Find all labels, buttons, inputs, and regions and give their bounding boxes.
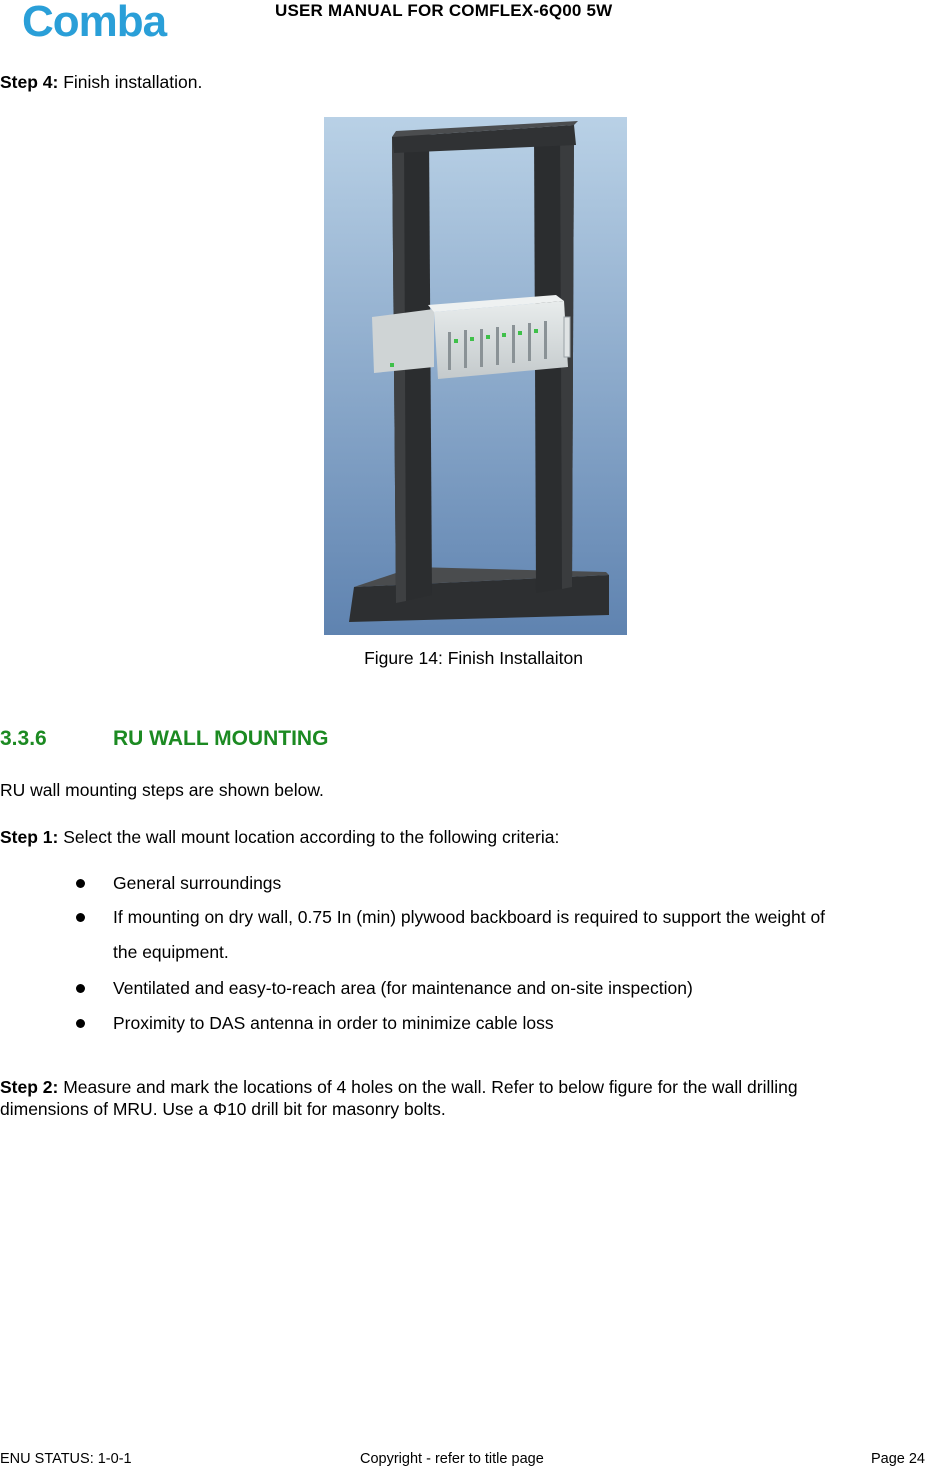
list-item-text: General surroundings [113,873,282,893]
page-header-title: USER MANUAL FOR COMFLEX-6Q00 5W [275,1,613,20]
step-1-text: Select the wall mount location according to the following criteria: [58,827,560,847]
section-intro: RU wall mounting steps are shown below. [0,780,324,800]
bullet-icon [76,879,85,888]
step-4-label: Step 4: [0,72,59,92]
logo-text: Comba [22,0,167,42]
footer-page-number: Page 24 [870,1451,925,1467]
step-2-label: Step 2: [0,1077,59,1097]
list-item-text: Proximity to DAS antenna in order to minimize cable loss [113,1013,554,1033]
step-2-text-line-1: Measure and mark the locations of 4 holes on the wall. Refer to below figure for the wall drilling [58,1077,798,1097]
step-1-paragraph [0,826,559,848]
section-heading [0,727,328,751]
step-1-label: Step 1: [0,827,59,847]
list-item-text: Ventilated and easy-to-reach area (for maintenance and on-site inspection) [113,978,693,998]
section-title: RU WALL MOUNTING [113,727,329,750]
rack-installation-image [324,117,627,635]
bullet-icon [76,984,85,993]
footer-copyright: Copyright - refer to title page [360,1451,544,1467]
step-2-text-line-2: dimensions of MRU. Use a Φ10 drill bit for masonry bolts. [0,1099,446,1119]
section-number: 3.3.6 [0,727,47,750]
bullet-icon [76,1019,85,1028]
list-item-text: If mounting on dry wall, 0.75 In (min) plywood backboard is required to support the weight of [113,907,826,927]
list-item-continuation: the equipment. [113,942,229,962]
bullet-icon [76,913,85,922]
step-4-text: Finish installation. [58,72,203,92]
figure-caption: Figure 14: Finish Installaiton [364,648,583,668]
footer-status: ENU STATUS: 1-0-1 [0,1451,132,1467]
comba-logo [22,0,202,42]
step-4-paragraph [0,71,202,93]
step-2-paragraph [0,1076,798,1098]
